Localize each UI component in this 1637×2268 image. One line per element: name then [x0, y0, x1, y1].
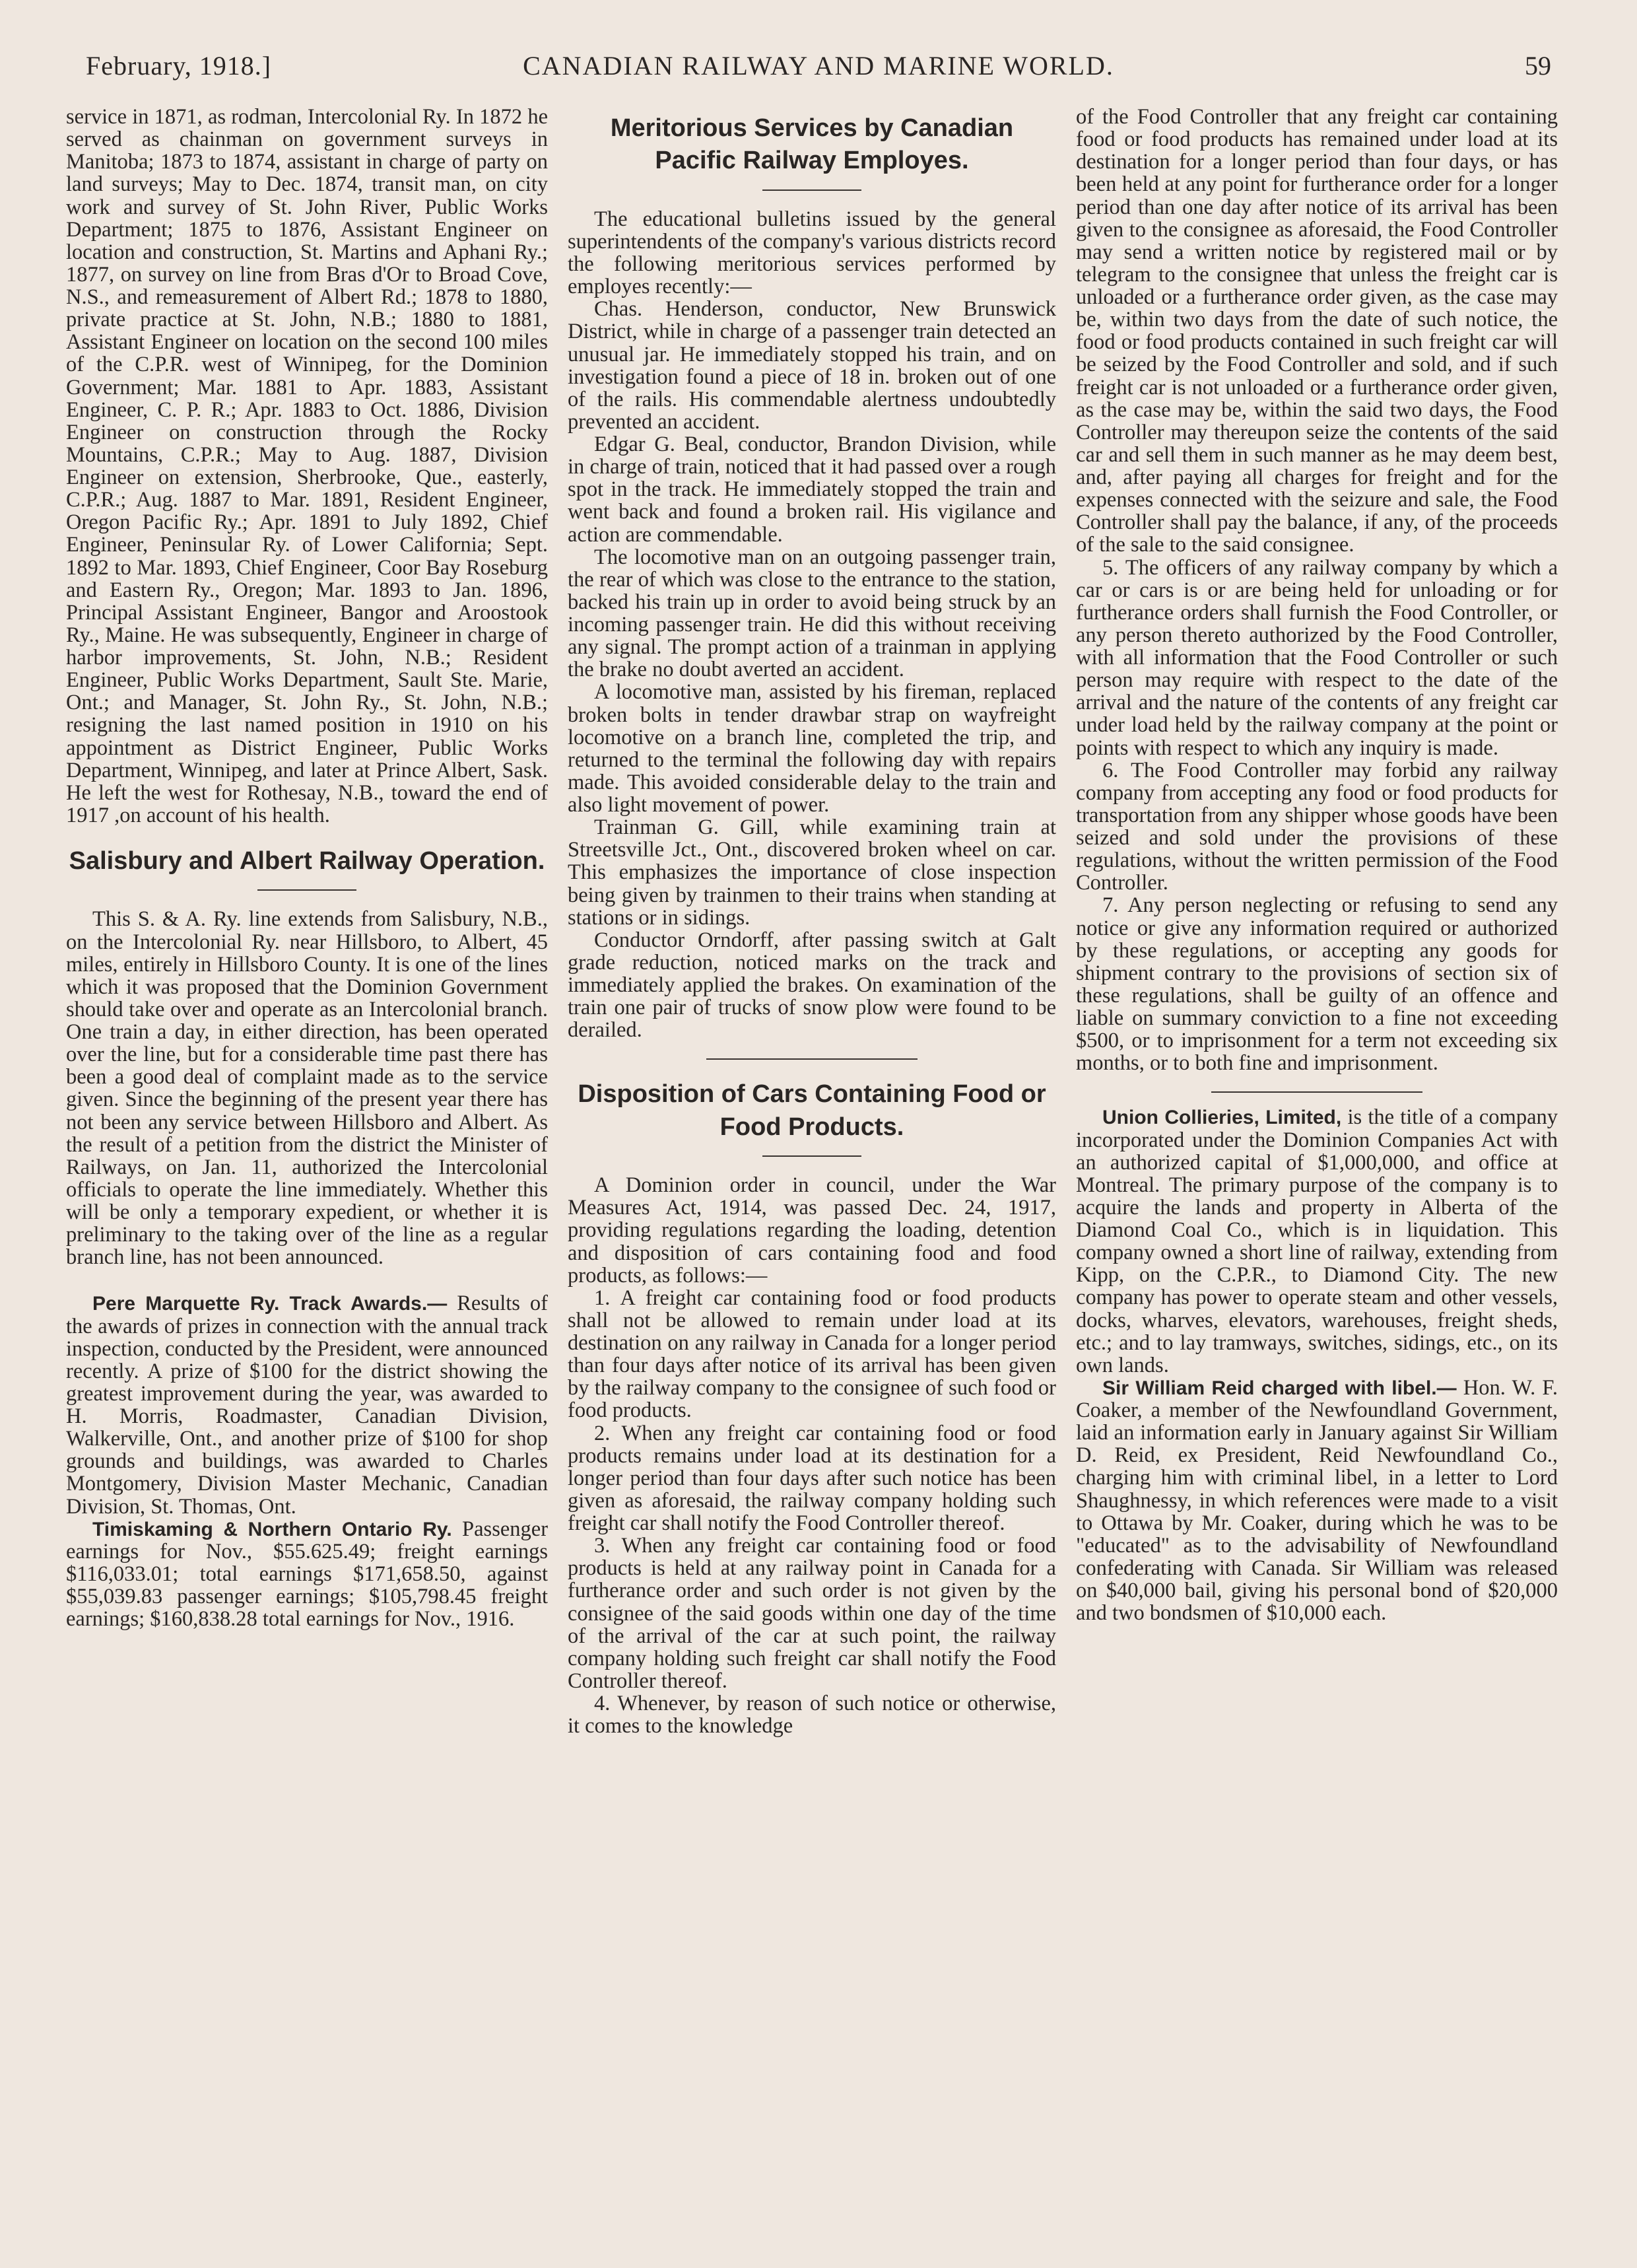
union-collieries-body: is the title of a company incorporated under the Dominion Companies Act with an authorized capital of $1,000,000, and office at Montreal. The primary purpose of the company is to acquire the lands and property in Alberta of the Diamond Coal Co., which is in liquidation. This company owned a short line of railway, extending from Kipp, on the C.P.R., to Diamond City. The new company has power to operate steam and other vessels, docks, wharves, elevators, warehouses, freight sheds, etc.; and to lay tramways, switches, sidings, etc., on its own lands.	[1076, 1105, 1558, 1377]
title-rule	[257, 889, 356, 891]
disposition-article-title: Disposition of Cars Containing Food or Food Products.	[578, 1080, 1046, 1141]
reid-libel-body: Hon. W. F. Coaker, a member of the Newfoundland Government, laid an information early in January against Sir William D. Reid, ex President, Reid Newfoundland Co., charging him with criminal libel, in a letter to Lord Shaughnessy, in which references were made to a visit to Ottawa by Mr. Coaker, during which he was to be "educated" as to the advisability of Newfoundland confederating with Canada. Sir William was released on $40,000 bail, giving his personal bond of $20,000 and two bondsmen of $10,000 each.	[1076, 1375, 1558, 1626]
issue-date: February, 1918.]	[86, 51, 272, 81]
disposition-paragraph: 5. The officers of any railway company by which a car or cars is or are being held for unloading or for furtherance orders shall furnish the Food Controller, or any person thereto authorized by the Food Controller, with all information that the Food Controller or such person may require with respect to the date of the arrival and the nature of the contents of any freight car under load held by the railway company at the point or points with respect to which any inquiry is made.	[1076, 555, 1558, 760]
section-divider	[706, 1058, 918, 1060]
pere-marquette-item	[66, 1292, 548, 1517]
disposition-continued: of the Food Controller that any freight car containing food or food products has remained under load at its destination for a longer period than four days, or has been held at any point for furtherance order for a longer period than one day after notice of its arrival has been given to the consignee as aforesaid, the Food Controller may send a written notice by registered mail or by telegram to the consignee that unless the freight car is unloaded or a furtherance order given, as the case may be, within two days from the date of such notice, the food or food products contained in such freight car will be seized by the Food Controller and sold, and if such freight car is not unloaded or a furtherance order given, as the case may be, within the said two days, the Food Controller may thereupon seize the contents of the said car and sell them in such manner as he may deem best, and, after paying all charges for freight and for the expenses connected with the seizure and sale, the Food Controller shall pay the balance, if any, of the proceeds of the sale to the said consignee.	[1076, 106, 1558, 557]
column-left	[66, 106, 548, 2228]
column-right	[1076, 106, 1558, 2228]
title-rule	[762, 189, 861, 191]
running-header	[86, 46, 1551, 92]
pere-marquette-heading: Pere Marquette Ry. Track Awards.—	[92, 1293, 448, 1315]
column-middle	[568, 106, 1056, 2228]
disposition-paragraph: 2. When any freight car containing food or food products remains under load at its destination for a longer period than four days after such notice has been given as aforesaid, the railway company holding such freight car shall notify the Food Controller thereof.	[568, 1421, 1056, 1536]
timiskaming-item	[66, 1518, 548, 1631]
merit-paragraph: The educational bulletins issued by the general superintendents of the company's various districts record the following meritorious services performed by employes recently:—	[568, 207, 1056, 299]
spacer	[66, 1280, 548, 1292]
section-divider	[1211, 1091, 1422, 1093]
merit-paragraph: Edgar G. Beal, conductor, Brandon Division, while in charge of train, noticed that it had passed over a rough spot in the track. He immediately stopped the train and went back and found a broken rail. His vigilance and action are commendable.	[568, 432, 1056, 547]
union-collieries-item	[1076, 1106, 1558, 1377]
reid-libel-heading: Sir William Reid charged with libel.—	[1102, 1377, 1457, 1399]
timiskaming-body: Passenger earnings for Nov., $55.625.49; freight earnings $116,033.01; total earnings $171,658.50, against $55,039.83 passenger earnings; $105,798.45 freight earnings; $160,838.28 total earnings for Nov., 1916.	[66, 1517, 548, 1632]
disposition-paragraph: 7. Any person neglecting or refusing to send any notice or give any information required or authorized by these regulations, or accepting any goods for shipment contrary to the provisions of section six of these regulations, shall be guilty of an offence and liable on summary conviction to a fine not exceeding $500, or to imprisonment for a term not exceeding six months, or to both fine and imprisonment.	[1076, 893, 1558, 1076]
spacer	[66, 1268, 548, 1280]
pere-marquette-body: Results of the awards of prizes in connection with the annual track inspection, conducted by the President, were announced recently. A prize of $100 for the district showing the greatest improvement during the year, was awarded to H. Morris, Roadmaster, Canadian Division, Walkerville, Ont., and another prize of $100 for shop grounds and buildings, was awarded to Charles Montgomery, Division Master Mechanic, Canadian Division, St. Thomas, Ont.	[66, 1291, 548, 1519]
salisbury-article-body: This S. & A. Ry. line extends from Salisbury, N.B., on the Intercolonial Ry. near Hillsboro, to Albert, 45 miles, entirely in Hillsboro County. It is one of the lines which it was proposed that the Dominion Government should take over and operate as an Intercolonial branch. One train a day, in either direction, has been operated over the line, but for a considerable time past there has been a good deal of complaint made as to the service given. Since the beginning of the present year there has not been any service between Hillsboro and Albert. As the result of a petition from the district the Minister of Railways, on Jan. 11, authorized the Intercolonial officials to operate the line immediately. Whether this will be only a temporary expedient, or whether it is preliminary to the taking over of the line as a regular branch line, has not been announced.	[66, 907, 548, 1270]
merit-paragraph: A locomotive man, assisted by his fireman, replaced broken bolts in tender drawbar strap on wayfreight locomotive on a branch line, completed the trip, and returned to the terminal the following day with repairs made. This avoided considerable delay to the train and also light movement of power.	[568, 680, 1056, 817]
disposition-paragraph: 1. A freight car containing food or food products shall not be allowed to remain under load at its destination on any railway in Canada for a longer period than four days after notice of its arrival has been given by the railway company to the consignee of such food or food products.	[568, 1286, 1056, 1423]
title-rule	[762, 1155, 861, 1157]
merit-paragraph: Conductor Orndorff, after passing switch at Galt grade reduction, noticed marks on the track and immediately applied the brakes. On examination of the train one pair of trucks of snow plow were found to be derailed.	[568, 928, 1056, 1043]
disposition-paragraph: A Dominion order in council, under the War Measures Act, 1914, was passed Dec. 24, 1917, providing regulations regarding the loading, detention and disposition of cars containing food and food products, as follows:—	[568, 1173, 1056, 1288]
biography-continued: service in 1871, as rodman, Intercolonial Ry. In 1872 he served as chainman on government surveys in Manitoba; 1873 to 1874, assistant in charge of party on land surveys; May to Dec. 1874, transit man, on city work and survey of St. John River, Public Works Department; 1875 to 1876, Assistant Engineer on location and construction, St. Martins and Aphani Ry.; 1877, on survey on line from Bras d'Or to Broad Cove, N.S., and remeasurement of Albert Rd.; 1878 to 1880, private practice at St. John, N.B.; 1880 to 1881, Assistant Engineer on location on the second 100 miles of the C.P.R. west of Winnipeg, for the Dominion Government; Mar. 1881 to Apr. 1883, Assistant Engineer, C. P. R.; Apr. 1883 to Oct. 1886, Division Engineer on construction through the Rocky Mountains, C.P.R.; May to Aug. 1887, Division Engineer on extension, Sherbrooke, Que., easterly, C.P.R.; Aug. 1887 to Mar. 1891, Resident Engineer, Oregon Pacific Ry.; Apr. 1891 to July 1892, Chief Engineer, Peninsular Ry. of Lower California; Sept. 1892 to Mar. 1893, Chief Engineer, Coor Bay Roseburg and Eastern Ry., Oregon; Mar. 1893 to Jan. 1896, Principal Assistant Engineer, Bangor and Aroostook Ry., Maine. He was subsequently, Engineer in charge of harbor improvements, St. John, N.B.; Resident Engineer, Public Works Department, Sault Ste. Marie, Ont.; and Manager, St. John Ry., St. John, N.B.; resigning the last named position in 1910 on his appointment as District Engineer, Public Works Department, Winnipeg, and later at Prince Albert, Sask. He left the west for Rothesay, N.B., toward the end of 1917 ,on account of his health.	[66, 106, 548, 827]
journal-title: CANADIAN RAILWAY AND MARINE WORLD.	[523, 51, 1114, 81]
disposition-paragraph: 3. When any freight car containing food or food products is held at any railway point in Canada for a furtherance order and such order is not given by the consignee of the said goods within one day of the time of the arrival of the car at such point, the railway company holding such freight car shall notify the Food Controller thereof.	[568, 1534, 1056, 1693]
merit-paragraph: The locomotive man on an outgoing passenger train, the rear of which was close to the entrance to the station, backed his train up in order to avoid being struck by an incoming passenger train. He did this without receiving any signal. The prompt action of a trainman in applying the brake no doubt averted an accident.	[568, 545, 1056, 682]
timiskaming-heading: Timiskaming & Northern Ontario Ry.	[92, 1518, 452, 1540]
page-number: 59	[1525, 51, 1551, 81]
disposition-paragraph: 6. The Food Controller may forbid any railway company from accepting any food or food products for transportation from any shipper whose goods have been seized and sold under the provisions of these regulations, without the written permission of the Food Controller.	[1076, 758, 1558, 895]
meritorious-article-title: Meritorious Services by Canadian Pacific Railway Employes.	[610, 114, 1014, 175]
union-collieries-heading: Union Collieries, Limited,	[1102, 1107, 1342, 1129]
merit-paragraph: Trainman G. Gill, while examining train at Streetsville Jct., Ont., discovered broken wheel on car. This emphasizes the importance of close inspection being given by trainmen to their trains when standing at stations or in sidings.	[568, 815, 1056, 930]
salisbury-article-title: Salisbury and Albert Railway Operation.	[69, 847, 545, 875]
disposition-paragraph: 4. Whenever, by reason of such notice or otherwise, it comes to the knowledge	[568, 1692, 1056, 1738]
merit-paragraph: Chas. Henderson, conductor, New Brunswick District, while in charge of a passenger train detected an unusual jar. He immediately stopped his train, and on investigation found a piece of 18 in. broken out of one of the rails. His commendable alertness undoubtedly prevented an accident.	[568, 297, 1056, 434]
reid-libel-item	[1076, 1377, 1558, 1624]
